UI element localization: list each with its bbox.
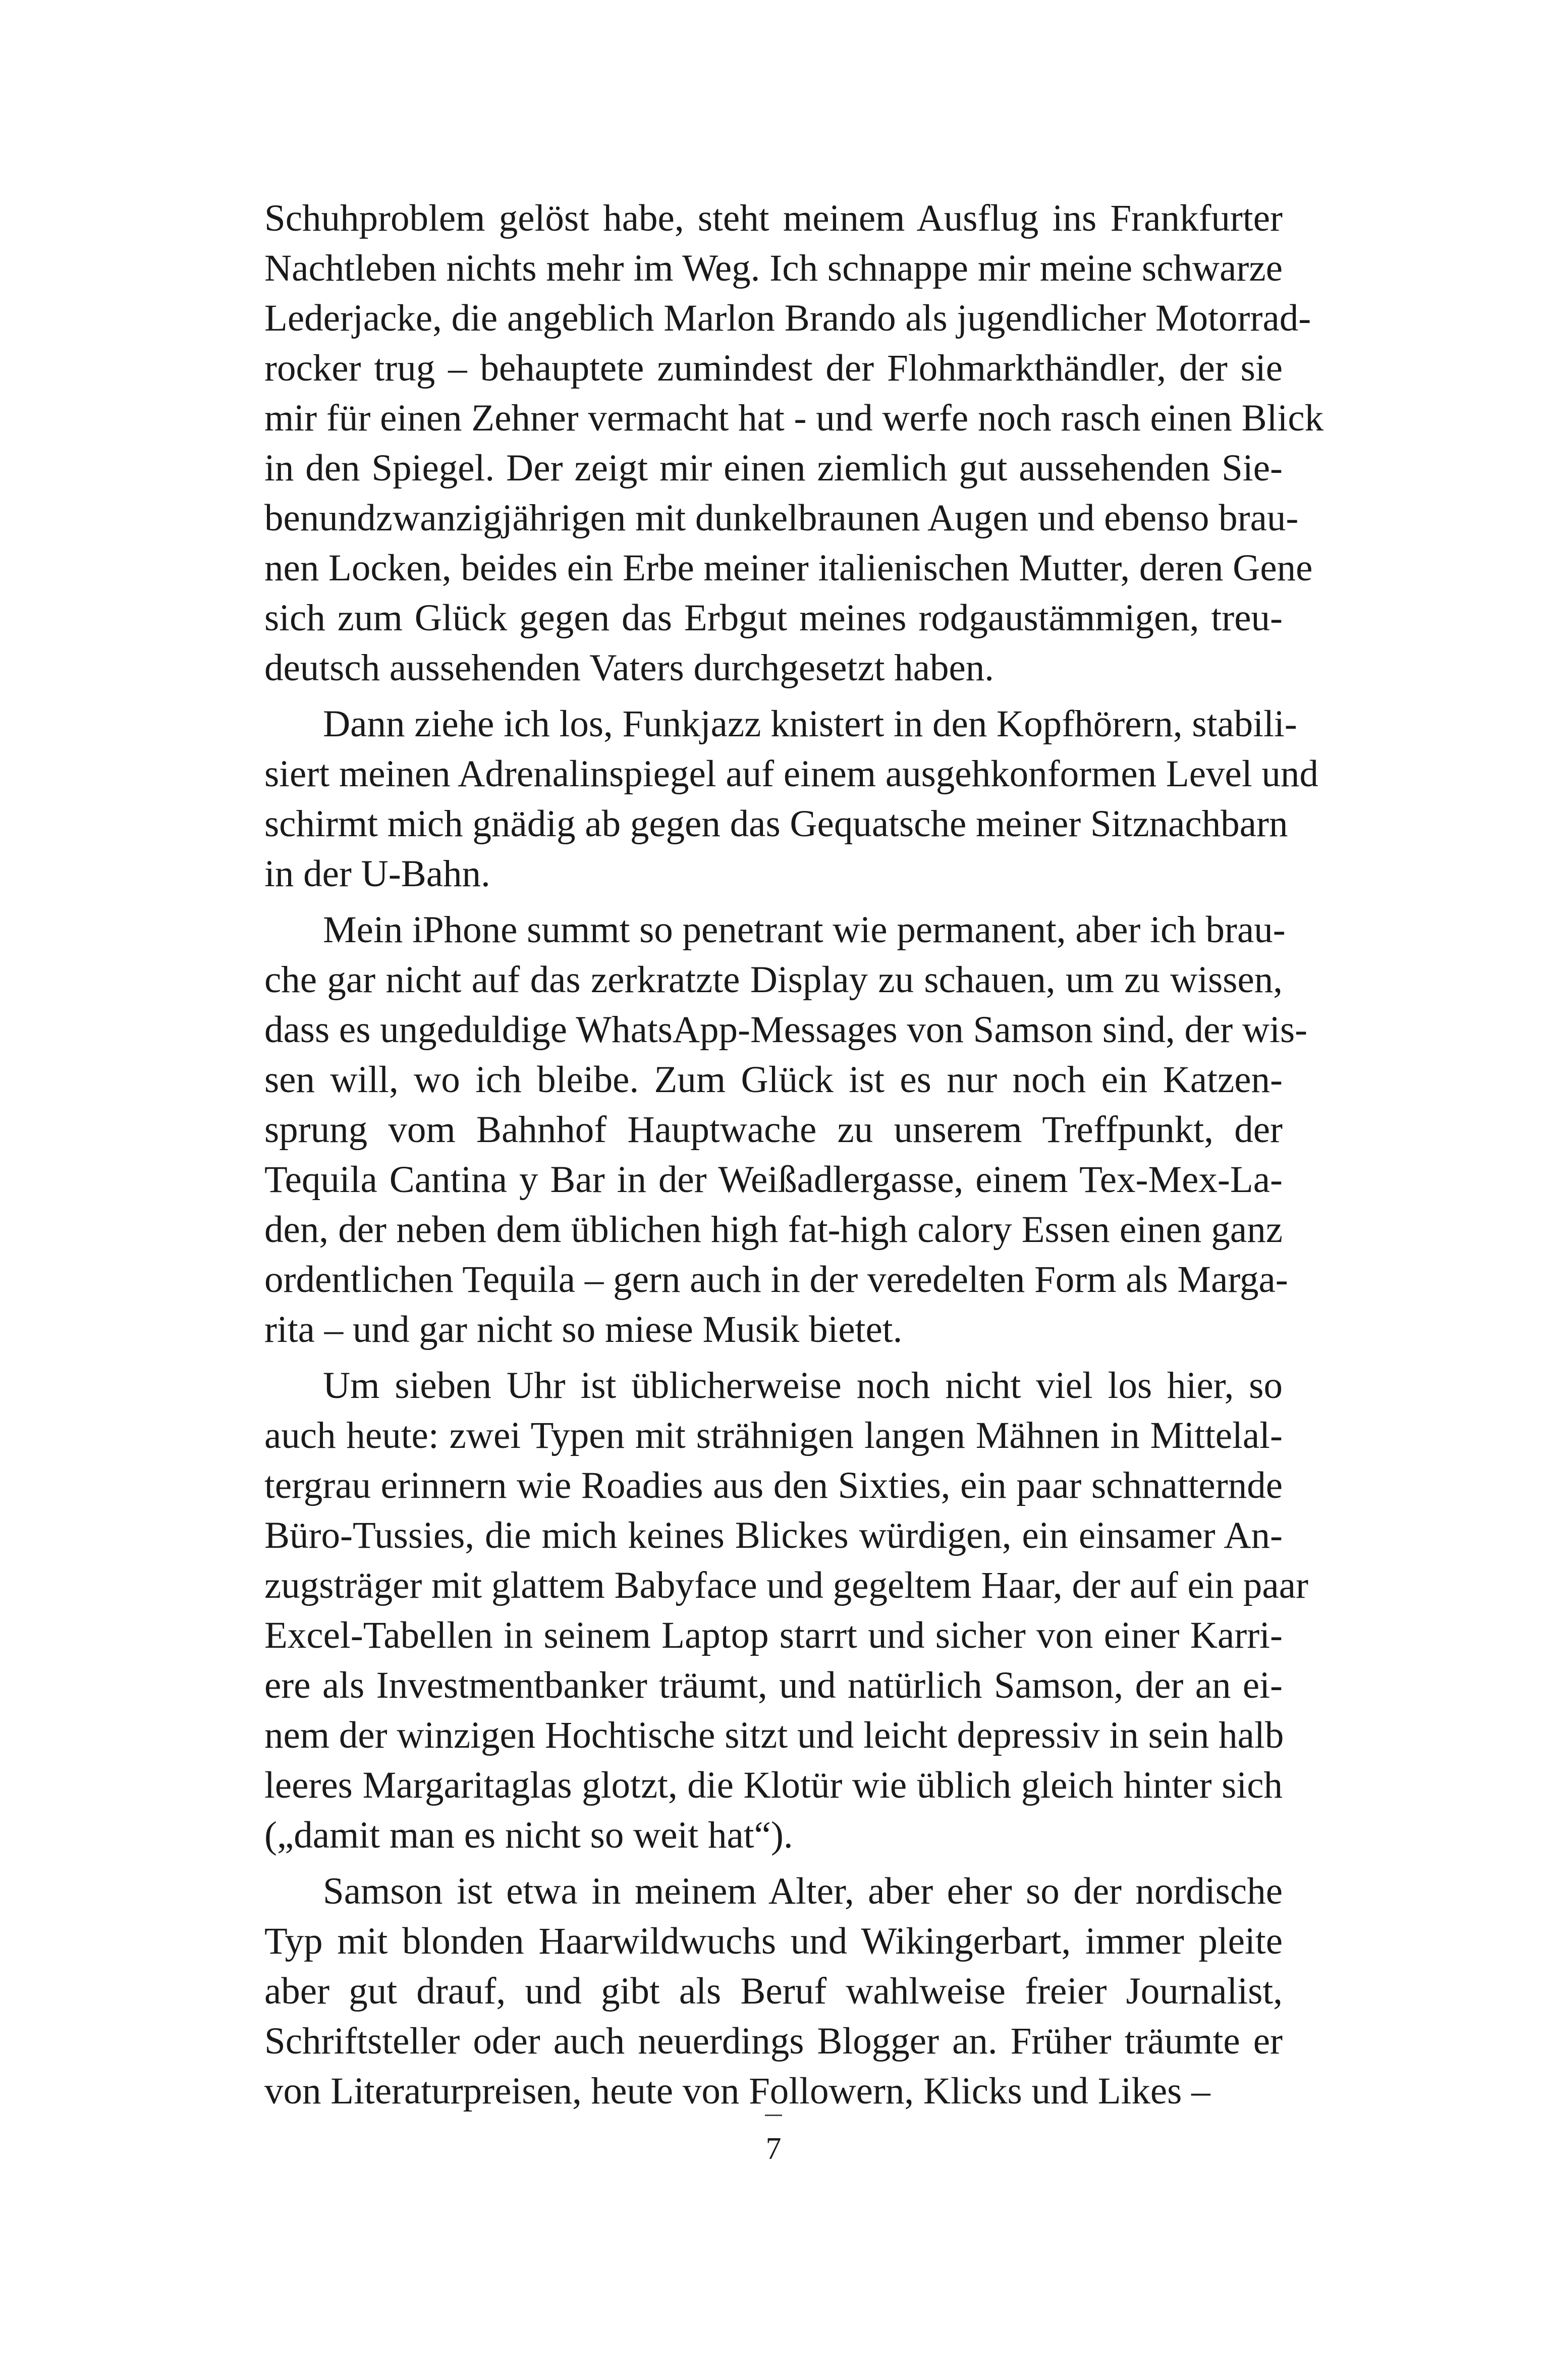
text-line: („damit man es nicht so weit hat“). xyxy=(264,1814,793,1856)
text-line: den, der neben dem üblichen high fat-high calory Essen einen ganz xyxy=(264,1209,1283,1251)
text-line: nen Locken, beides ein Erbe meiner italienischen Mutter, deren Gene xyxy=(264,547,1313,589)
text-line: Büro-Tussies, die mich keines Blickes würdigen, ein einsamer An- xyxy=(264,1514,1283,1556)
text-line: deutsch aussehenden Vaters durchgesetzt haben. xyxy=(264,647,995,689)
text-line: sich zum Glück gegen das Erbgut meines rodgaustämmigen, treu- xyxy=(264,597,1283,639)
text-line: dass es ungeduldige WhatsApp-Messages von Samson sind, der wis- xyxy=(264,1009,1308,1051)
text-line: rita – und gar nicht so miese Musik bietet. xyxy=(264,1309,903,1350)
text-line: ere als Investmentbanker träumt, und natürlich Samson, der an ei- xyxy=(264,1664,1283,1706)
text-line: Lederjacke, die angeblich Marlon Brando als jugendlicher Motorrad- xyxy=(264,297,1311,339)
text-line: benundzwanzigjährigen mit dunkelbraunen Augen und ebenso brau- xyxy=(264,497,1299,539)
paragraph xyxy=(264,1866,1283,2116)
paragraph xyxy=(264,193,1324,693)
paragraph xyxy=(264,699,1318,899)
paragraph xyxy=(264,905,1308,1355)
paragraph-gap xyxy=(264,899,1283,905)
text-line: nem der winzigen Hochtische sitzt und leicht depressiv in sein halb xyxy=(264,1714,1284,1756)
paragraph-gap xyxy=(264,1860,1283,1866)
text-line: Tequila Cantina y Bar in der Weißadlergasse, einem Tex-Mex-La- xyxy=(264,1159,1283,1201)
text-line: Typ mit blonden Haarwildwuchs und Wikingerbart, immer pleite xyxy=(264,1920,1283,1962)
text-line: schirmt mich gnädig ab gegen das Gequatsche meiner Sitznachbarn xyxy=(264,803,1288,845)
text-line: siert meinen Adrenalinspiegel auf einem ausgehkonformen Level und xyxy=(264,753,1318,795)
text-line: in den Spiegel. Der zeigt mir einen ziemlich gut aussehenden Sie- xyxy=(264,447,1283,489)
footer-rule xyxy=(765,2115,782,2116)
text-line: che gar nicht auf das zerkratzte Display zu schauen, um zu wissen, xyxy=(264,959,1283,1001)
text-line: sprung vom Bahnhof Hauptwache zu unserem Treffpunkt, der xyxy=(264,1109,1283,1151)
text-line: in der U-Bahn. xyxy=(264,853,490,895)
text-line: Schuhproblem gelöst habe, steht meinem Ausflug ins Frankfurter xyxy=(264,197,1283,239)
text-line: Um sieben Uhr ist üblicherweise noch nicht viel los hier, so xyxy=(323,1365,1283,1407)
paragraph xyxy=(264,1361,1308,1860)
text-line: sen will, wo ich bleibe. Zum Glück ist es nur noch ein Katzen- xyxy=(264,1059,1283,1101)
text-line: ordentlichen Tequila – gern auch in der veredelten Form als Marga- xyxy=(264,1259,1288,1301)
text-line: Schriftsteller oder auch neuerdings Blogger an. Früher träumte er xyxy=(264,2020,1283,2062)
text-line: Dann ziehe ich los, Funkjazz knistert in den Kopfhörern, stabili- xyxy=(323,703,1297,745)
paragraph-gap xyxy=(264,693,1283,699)
text-line: auch heute: zwei Typen mit strähnigen langen Mähnen in Mittelal- xyxy=(264,1415,1283,1456)
body-text xyxy=(264,193,1324,2116)
text-line: mir für einen Zehner vermacht hat - und werfe noch rasch einen Blick xyxy=(264,397,1324,439)
page-footer xyxy=(0,2115,1547,2167)
text-line: leeres Margaritaglas glotzt, die Klotür wie üblich gleich hinter sich xyxy=(264,1764,1283,1806)
text-line: aber gut drauf, und gibt als Beruf wahlweise freier Journalist, xyxy=(264,1970,1283,2012)
text-line: von Literaturpreisen, heute von Followern, Klicks und Likes – xyxy=(264,2070,1210,2112)
text-line: tergrau erinnern wie Roadies aus den Sixties, ein paar schnatternde xyxy=(264,1465,1283,1506)
text-line: Mein iPhone summt so penetrant wie permanent, aber ich brau- xyxy=(323,909,1286,951)
page-number: 7 xyxy=(765,2132,782,2166)
text-line: Nachtleben nichts mehr im Weg. Ich schnappe mir meine schwarze xyxy=(264,247,1283,289)
text-line: Samson ist etwa in meinem Alter, aber eher so der nordische xyxy=(323,1870,1283,1912)
paragraph-gap xyxy=(264,1355,1283,1361)
text-line: Excel-Tabellen in seinem Laptop starrt und sicher von einer Karri- xyxy=(264,1614,1283,1656)
text-line: rocker trug – behauptete zumindest der Flohmarkthändler, der sie xyxy=(264,347,1283,389)
text-line: zugsträger mit glattem Babyface und gegeltem Haar, der auf ein paar xyxy=(264,1564,1308,1606)
